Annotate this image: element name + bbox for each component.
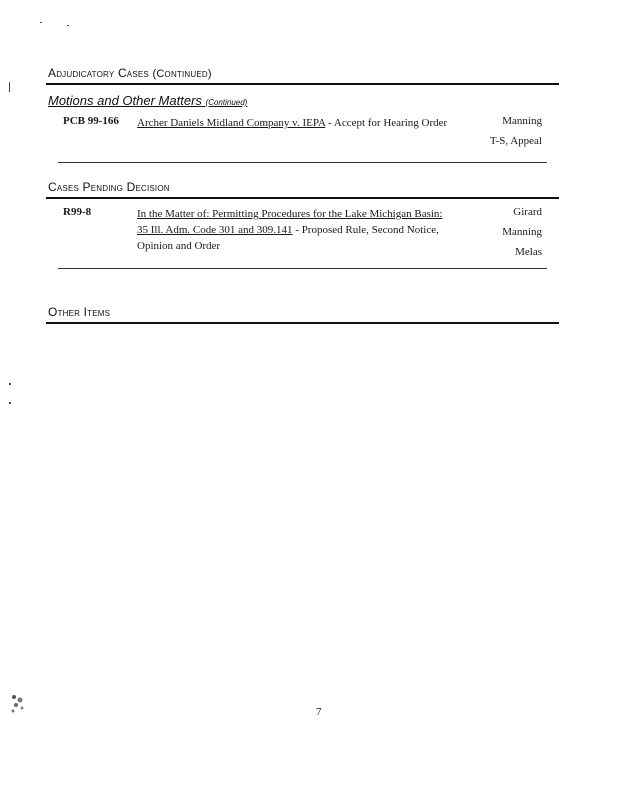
subsection-title: Motions and Other Matters [48,93,202,108]
case-separator [58,268,547,269]
case-assignees [462,115,542,155]
heading-rule [46,83,559,85]
case-number: PCB 99-166 [63,115,119,127]
scan-speck [9,82,10,92]
case-title-link[interactable]: In the Matter of: Permitting Procedures for the Lake Michigan Basin: 35 Ill. Adm. Code 301 and 309.141 [137,208,443,236]
heading-main: Adjudicatory Cases [48,66,149,80]
scan-speck [67,25,69,26]
case-number: R99-8 [63,206,92,218]
assignee: T-S, Appeal [489,135,542,147]
case-description [137,115,457,131]
heading-rule [46,322,559,324]
case-action: - Accept for Hearing Order [325,117,448,129]
scan-speck [9,383,11,385]
section-heading-adjudicatory [48,66,212,80]
case-action: - Proposed Rule, Second Notice, Opinion and Order [137,224,439,252]
assignee: Manning [502,115,542,127]
assignee: Melas [515,246,542,258]
case-assignees [462,206,542,266]
scan-speck [9,402,11,404]
heading-sub: (Continued) [152,68,212,80]
heading-rule [46,197,559,199]
subsection-heading-motions [48,93,247,108]
case-title-link[interactable]: Archer Daniels Midland Company v. IEPA [137,117,326,129]
heading-main: Other Items [48,305,111,319]
heading-main: Cases Pending Decision [48,180,170,194]
scan-artifact-icon [8,692,28,716]
section-heading-pending [48,180,170,194]
case-separator [58,162,547,163]
case-description [137,206,449,254]
page-number: 7 [316,706,322,718]
assignee: Manning [502,226,542,238]
subsection-continued: (Continued) [205,98,248,107]
scan-speck [40,22,42,23]
section-heading-other [48,305,110,319]
assignee: Girard [513,206,542,218]
